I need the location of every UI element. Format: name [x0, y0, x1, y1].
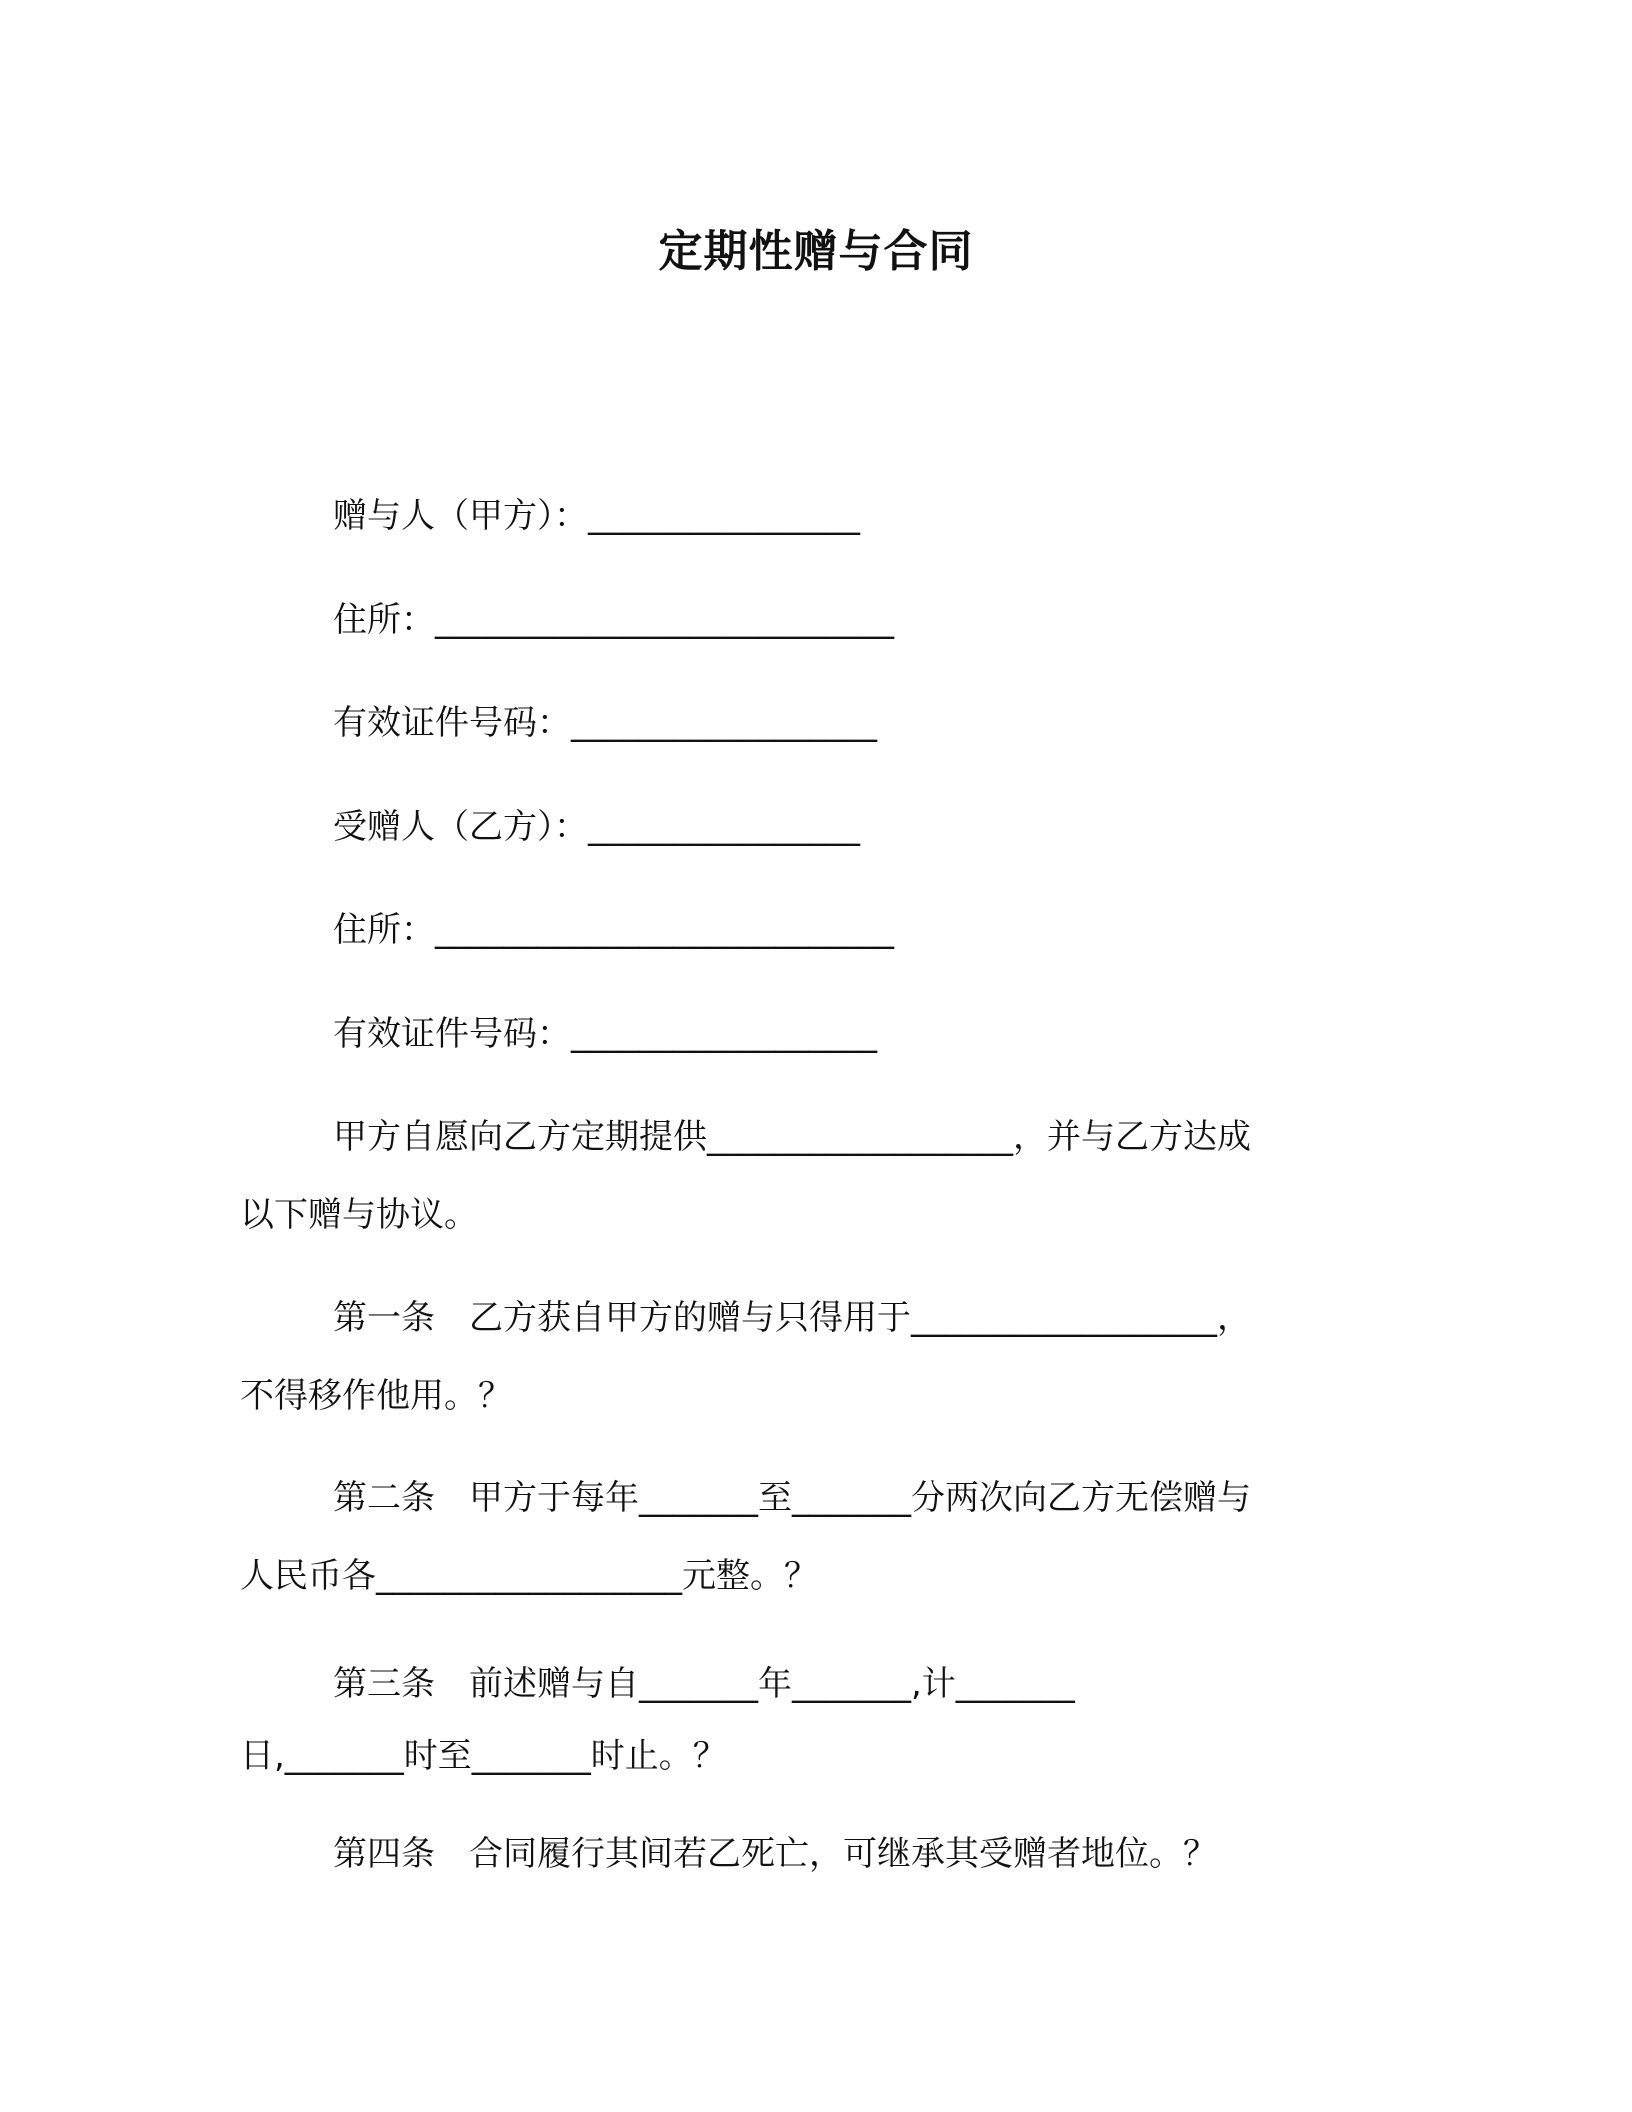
donee-id-line: 有效证件号码：__________________ — [333, 1014, 877, 1054]
article-4-line-1: 第四条 合同履行其间若乙死亡，可继承其受赠者地位。？ — [333, 1834, 1217, 1874]
donor-name-line: 赠与人（甲方）：________________ — [333, 496, 860, 536]
preamble-line-1: 甲方自愿向乙方定期提供__________________，并与乙方达成 — [333, 1117, 1251, 1157]
donee-address-line: 住所：___________________________ — [333, 910, 894, 950]
donee-name-line: 受赠人（乙方）：________________ — [333, 807, 860, 847]
preamble-line-2: 以下赠与协议。 — [240, 1195, 478, 1235]
article-3-line-2: 日,_______时至_______时止。？ — [240, 1736, 727, 1776]
donor-id-line: 有效证件号码：__________________ — [333, 703, 877, 743]
donor-address-line: 住所：___________________________ — [333, 600, 894, 640]
article-1-line-2: 不得移作他用。？ — [240, 1376, 512, 1416]
document-title: 定期性赠与合同 — [658, 226, 974, 277]
article-1-line-1: 第一条 乙方获自甲方的赠与只得用于__________________， — [333, 1298, 1251, 1338]
article-2-line-2: 人民币各__________________元整。？ — [240, 1556, 818, 1596]
article-3-line-1: 第三条 前述赠与自_______年_______,计_______ — [333, 1664, 1075, 1704]
article-2-line-1: 第二条 甲方于每年_______至_______分两次向乙方无偿赠与 — [333, 1478, 1251, 1518]
